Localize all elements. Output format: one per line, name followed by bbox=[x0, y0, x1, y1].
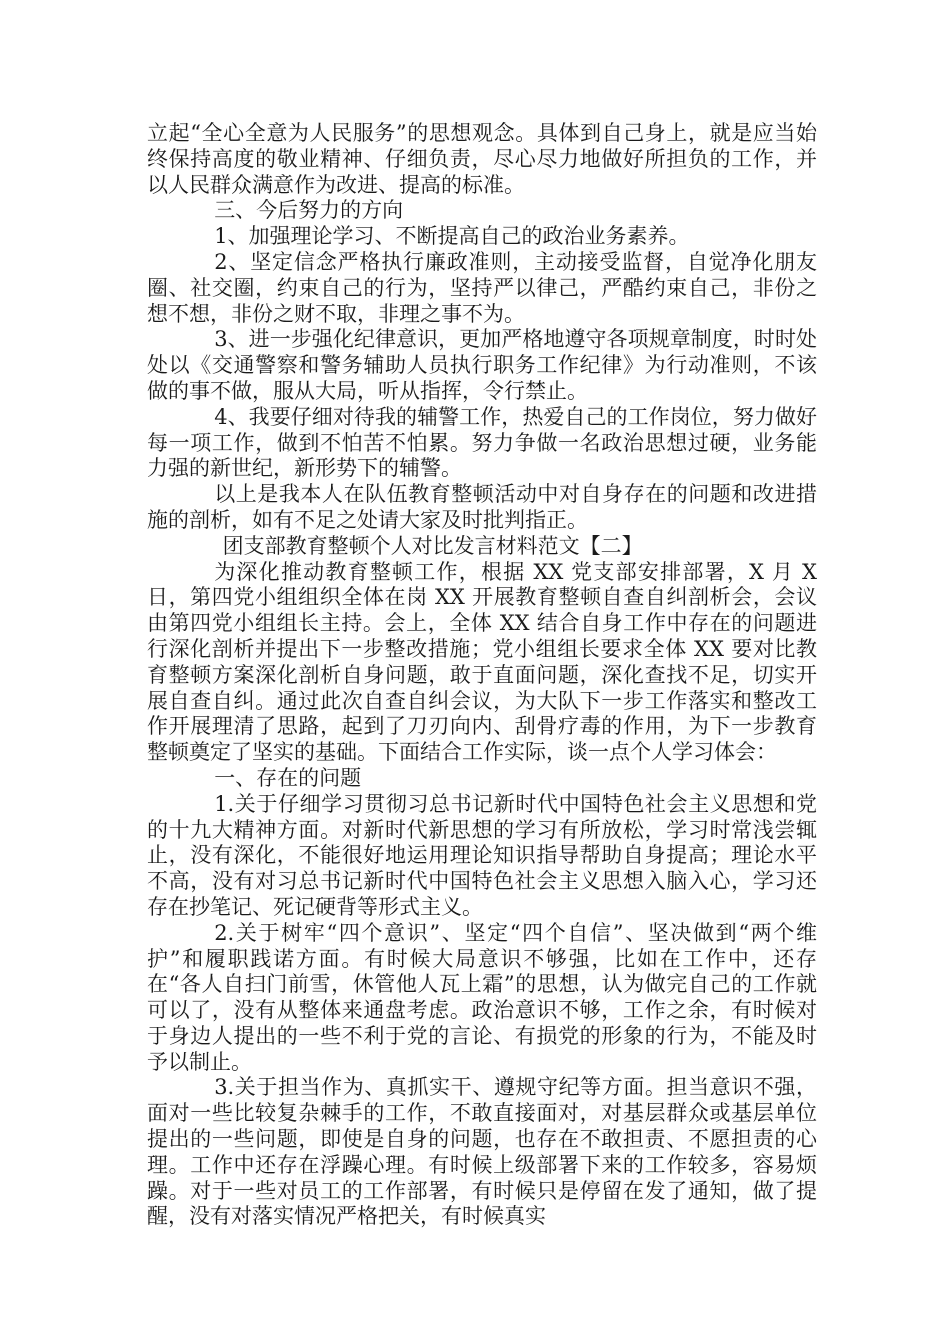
paragraph-problem-2: 2.关于树牢“四个意识”、坚定“四个自信”、坚决做到“两个维护”和履职践诺方面。有时候大局意识不够强，比如在工作中，还存在“各人自扫门前雪，休管他人瓦上霜”的思想，认为做完自己的工作就可以了，没有从整体来通盘考虑。政治意识不够，工作之余，有时候对于身边人提出的一些不利于党的言论、有损党的形象的行为，不能及时予以制止。 bbox=[147, 920, 817, 1074]
paragraph-closing: 以上是我本人在队伍教育整顿活动中对自身存在的问题和改进措施的剖析，如有不足之处请大家及时批判指正。 bbox=[147, 482, 817, 532]
paragraph-problem-3: 3.关于担当作为、真抓实干、遵规守纪等方面。担当意识不强，面对一些比较复杂棘手的工作，不敢直接面对，对基层群众或基层单位提出的一些问题，即使是自身的问题，也存在不敢担责、不愿担责的心理。工作中还存在浮躁心理。有时候上级部署下来的工作较多，容易烦躁。对于一些对员工的工作部署，有时候只是停留在发了通知，做了提醒，没有对落实情况严格把关，有时候真实 bbox=[147, 1075, 817, 1229]
paragraph-problem-1: 1.关于仔细学习贯彻习总书记新时代中国特色社会主义思想和党的十九大精神方面。对新时代新思想的学习有所放松，学习时常浅尝辄止，没有深化，不能很好地运用理论知识指导帮助自身提高；理论水平不高，没有对习总书记新时代中国特色社会主义思想入脑入心，学习还存在抄笔记、死记硬背等形式主义。 bbox=[147, 791, 817, 919]
paragraph-item-3: 3、进一步强化纪律意识，更加严格地遵守各项规章制度，时时处处以《交通警察和警务辅助人员执行职务工作纪律》为行动准则，不该做的事不做，服从大局，听从指挥，令行禁止。 bbox=[147, 327, 817, 403]
paragraph-item-4: 4、我要仔细对待我的辅警工作，热爱自己的工作岗位，努力做好每一项工作，做到不怕苦不怕累。努力争做一名政治思想过硬，业务能力强的新世纪，新形势下的辅警。 bbox=[147, 404, 817, 481]
section-title-sample-two: 团支部教育整顿个人对比发言材料范文【二】 bbox=[222, 533, 643, 558]
paragraph-item-2: 2、坚定信念严格执行廉政准则，主动接受监督，自觉净化朋友圈、社交圈，约束自己的行为，坚持严以律己，严酷约束自己，非份之想不想，非份之财不取，非理之事不为。 bbox=[147, 249, 817, 326]
paragraph-intro: 为深化推动教育整顿工作，根据 XX 党支部安排部署，X 月 X 日，第四党小组组织全体在岗 XX 开展教育整顿自查自纠剖析会，会议由第四党小组组长主持。会上，全体 XX 结合自身工作中存在的问题进行深化剖析并提出下一步整改措施；党小组组长要求全体 XX 要对比教育整顿方案深化剖析自身问题，敢于直面问题，深化查找不足，切实开展自查自纠。通过此次自查自纠会议，为大队下一步工作落实和整改工作开展理清了思路，起到了刀刃向内、刮骨疗毒的作用，为下一步教育整顿奠定了坚实的基础。下面结合工作实际，谈一点个人学习体会： bbox=[147, 559, 817, 765]
paragraph-continuation: 立起“全心全意为人民服务”的思想观念。具体到自己身上，就是应当始终保持高度的敬业精神、仔细负责，尽心尽力地做好所担负的工作，并以人民群众满意作为改进、提高的标准。 bbox=[147, 121, 817, 197]
section-heading-problems: 一、存在的问题 bbox=[214, 765, 362, 790]
paragraph-item-1: 1、加强理论学习、不断提高自己的政治业务素养。 bbox=[214, 224, 690, 249]
section-heading-future-direction: 三、今后努力的方向 bbox=[214, 198, 404, 223]
document-body bbox=[147, 121, 817, 1230]
